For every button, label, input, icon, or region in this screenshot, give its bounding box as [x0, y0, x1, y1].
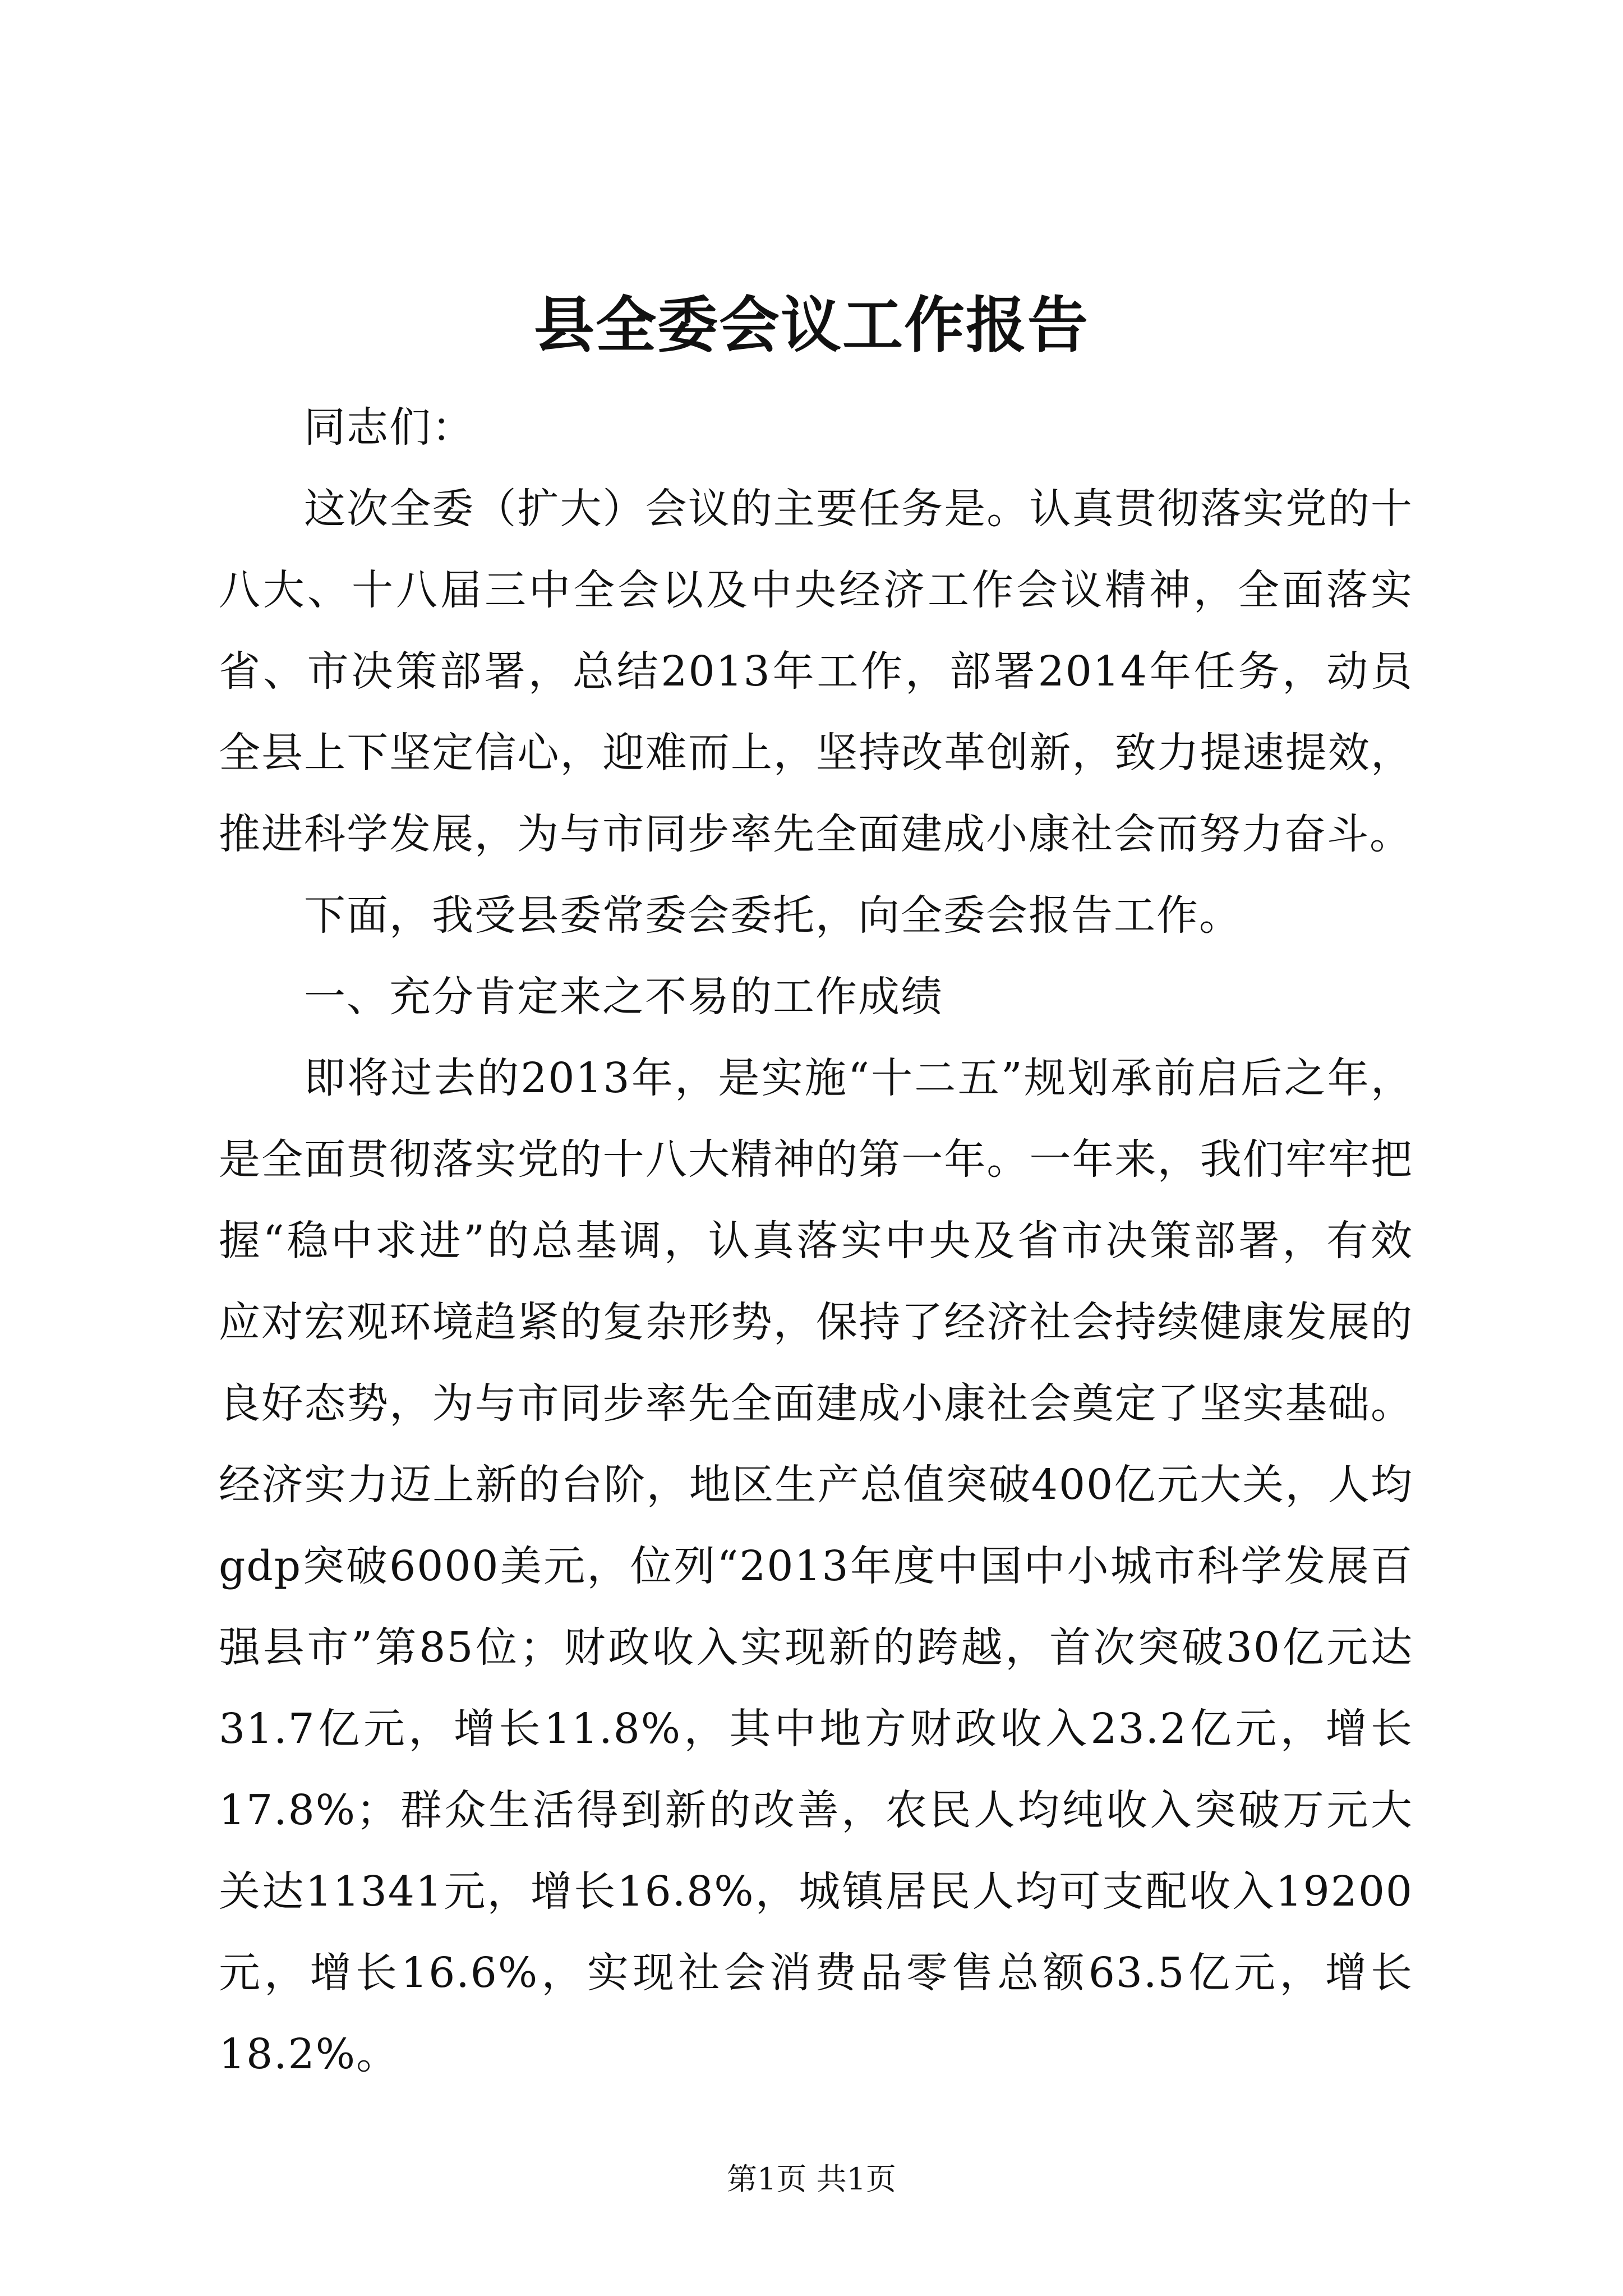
page-footer: 第1页 共1页 [727, 2161, 896, 2197]
section-heading: 一、充分肯定来之不易的工作成绩 [304, 973, 943, 1021]
document-title: 县全委会议工作报告 [533, 290, 1089, 361]
salutation-paragraph: 同志们： [304, 403, 474, 452]
report-intro-paragraph: 下面，我受县委常委会委托，向全委会报告工作。 [304, 891, 1242, 940]
achievements-paragraph: 即将过去的2013年，是实施“十二五”规划承前启后之年，是全面贯彻落实党的十八大精神的第一年。一年来，我们牢牢把握“稳中求进”的总基调，认真落实中央及省市决策部署，有效应对宏观环境趋紧的复杂形势，保持了经济社会持续健康发展的良好态势，为与市同步率先全面建成小康社会奠定了坚实基础。经济实力迈上新的台阶，地区生产总值突破400亿元大关，人均gdp突破6000美元，位列“2013年度中国中小城市科学发展百强县市”第85位；财政收入实现新的跨越，首次突破30亿元达31.7亿元，增长11.8%，其中地方财政收入23.2亿元，增长17.8%；群众生活得到新的改善，农民人均纯收入突破万元大关达11341元，增长16.8%，城镇居民人均可支配收入19200元，增长16.6%，实现社会消费品零售总额63.5亿元，增长18.2%。 [219, 1054, 1413, 2078]
document-body [219, 387, 1413, 2095]
meeting-task-paragraph: 这次全委（扩大）会议的主要任务是。认真贯彻落实党的十八大、十八届三中全会以及中央经济工作会议精神，全面落实省、市决策部署，总结2013年工作，部署2014年任务，动员全县上下坚定信心，迎难而上，坚持改革创新，致力提速提效，推进科学发展，为与市同步率先全面建成小康社会而努力奋斗。 [219, 485, 1413, 858]
